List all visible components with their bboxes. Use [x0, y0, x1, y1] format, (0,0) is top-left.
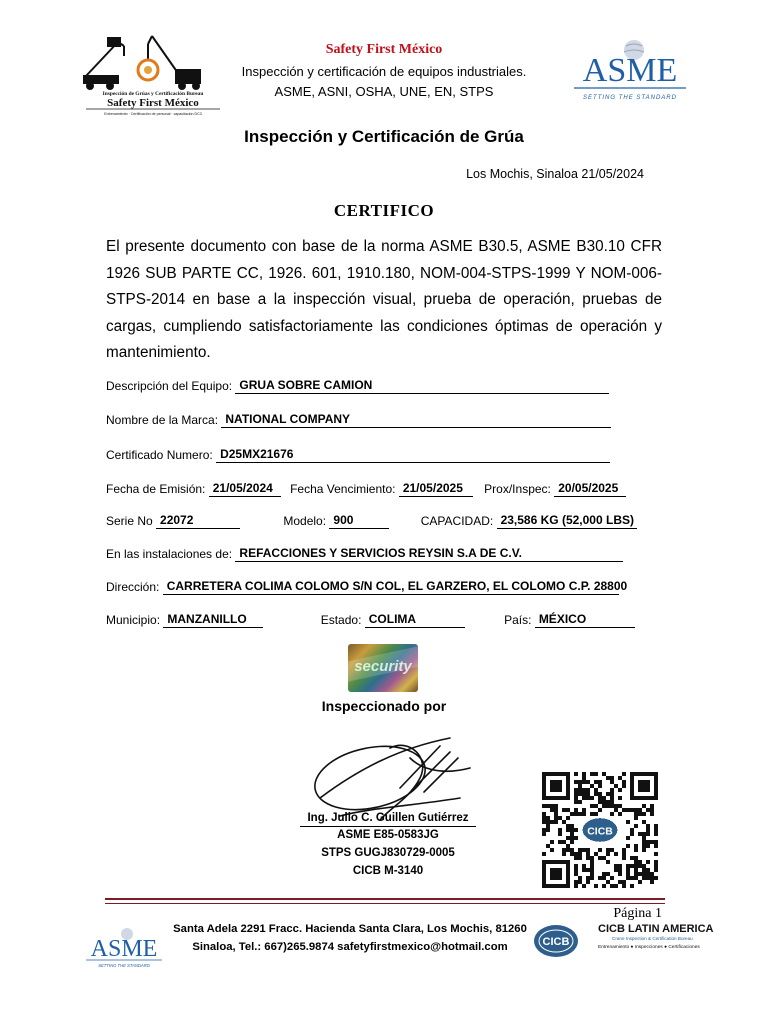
serial-model-capacity-row	[106, 513, 637, 529]
expiry-date-label: Fecha Vencimiento:	[290, 482, 396, 496]
company-line-1: Inspección y certificación de equipos industriales.	[241, 64, 527, 79]
municipality-value: MANZANILLO	[163, 612, 263, 628]
next-inspection-value: 20/05/2025	[554, 481, 626, 497]
model-value: 900	[329, 513, 389, 529]
inspector-stps: STPS GUGJ830729-0005	[321, 847, 455, 859]
asme-footer-logo	[82, 926, 166, 970]
cicb-latin-america-logo	[532, 918, 722, 964]
facility-value: REFACCIONES Y SERVICIOS REYSIN S.A DE C.V.	[235, 546, 623, 562]
serial-value: 22072	[156, 513, 240, 529]
signature-line	[300, 826, 476, 827]
asme-footer-wordmark: ASME	[90, 936, 158, 962]
address-label: Dirección:	[106, 580, 160, 594]
asme-logo	[568, 36, 692, 106]
inspector-name: Ing. Julio C. Guillen Gutiérrez	[307, 812, 469, 824]
cicb-name: CICB LATIN AMERICA	[598, 923, 714, 935]
certificate-heading: CERTIFICO	[333, 201, 435, 220]
footer-contact: Sinaloa, Tel.: 667)265.9874 safetyfirstmexico@hotmail.com	[192, 941, 508, 953]
facility-label: En las instalaciones de:	[106, 547, 233, 561]
cert-number-value: D25MX21676	[216, 447, 610, 463]
footer-rule	[105, 898, 665, 900]
address-row	[106, 579, 628, 595]
inspector-cicb: CICB M-3140	[352, 865, 424, 877]
logo-tagline: Entrenamiento · Certificación de personal · capacitación DC3	[104, 112, 202, 116]
cicb-emblem-icon	[534, 925, 578, 957]
logo-name: Safety First México	[107, 97, 199, 109]
facility-row	[106, 546, 623, 562]
page-number: Página 1	[613, 906, 662, 921]
dates-row	[106, 481, 626, 497]
country-value: MÉXICO	[535, 612, 635, 628]
qr-badge-text: CICB	[587, 826, 613, 838]
logo-subtitle: Inspección de Grúas y Certificación Bureau	[102, 91, 204, 97]
issue-date-label: Fecha de Emisión:	[106, 482, 206, 496]
company-line-2: ASME, ASNI, OSHA, UNE, EN, STPS	[274, 84, 494, 99]
certificate-body: El presente documento con base de la norma ASME B30.5, ASME B30.10 CFR 1926 SUB PARTE CC, 1926. 601, 1910.180, NOM-004-STPS-1999 Y NOM-006-STPS-2014 en base a la inspección visual, prueba de operación, pruebas de cargas, cumpliendo satisfactoriamente las condiciones óptimas de operación y mantenimiento.	[106, 238, 662, 361]
cicb-qr-badge-icon	[582, 817, 619, 843]
company-name: Safety First México	[325, 42, 443, 57]
brand-row	[106, 412, 611, 428]
footer-address: Santa Adela 2291 Fracc. Hacienda Santa Clara, Los Mochis, 81260	[173, 923, 527, 935]
inspected-by-heading: Inspeccionado por	[321, 698, 447, 714]
asme-wordmark: ASME	[582, 52, 678, 89]
cicb-subtitle: Crane Inspection & Certification Bureau	[612, 936, 693, 941]
cicb-emblem-text: CICB	[542, 936, 570, 948]
seal-text: security	[354, 658, 412, 675]
cert-number-label: Certificado Numero:	[106, 448, 213, 462]
document-title: Inspección y Certificación de Grúa	[244, 127, 524, 146]
address-value: CARRETERA COLIMA COLOMO S/N COL, EL GARZERO, EL COLOMO C.P. 28800	[163, 579, 619, 595]
state-value: COLIMA	[365, 612, 465, 628]
brand-label: Nombre de la Marca:	[106, 413, 219, 427]
inspector-asme: ASME E85-0583JG	[337, 829, 439, 841]
equipment-row	[106, 378, 609, 394]
issue-date-value: 21/05/2024	[209, 481, 281, 497]
qr-code[interactable]	[542, 772, 658, 888]
brand-value: NATIONAL COMPANY	[221, 412, 611, 428]
model-label: Modelo:	[283, 514, 327, 528]
asme-tagline: SETTING THE STANDARD	[583, 95, 677, 101]
security-hologram-seal	[348, 644, 418, 692]
asme-footer-tagline: SETTING THE STANDARD	[98, 963, 150, 968]
municipality-label: Municipio:	[106, 613, 161, 627]
country-label: País:	[504, 613, 532, 627]
footer-rule-thin	[105, 903, 665, 904]
state-label: Estado:	[320, 613, 362, 627]
capacity-value: 23,586 KG (52,000 LBS)	[497, 513, 637, 529]
equipment-label: Descripción del Equipo:	[106, 379, 233, 393]
expiry-date-value: 21/05/2025	[399, 481, 473, 497]
place-date: Los Mochis, Sinaloa 21/05/2024	[466, 167, 644, 181]
serial-label: Serie No	[106, 514, 153, 528]
cicb-services: Entrenamiento ● Inspecciones ● Certificaciones	[598, 945, 700, 950]
certificate-number-row	[106, 447, 610, 463]
location-row	[106, 612, 635, 628]
next-inspection-label: Prox/Inspec:	[484, 482, 551, 496]
capacity-label: CAPACIDAD:	[420, 514, 494, 528]
equipment-value: GRUA SOBRE CAMION	[235, 378, 609, 394]
